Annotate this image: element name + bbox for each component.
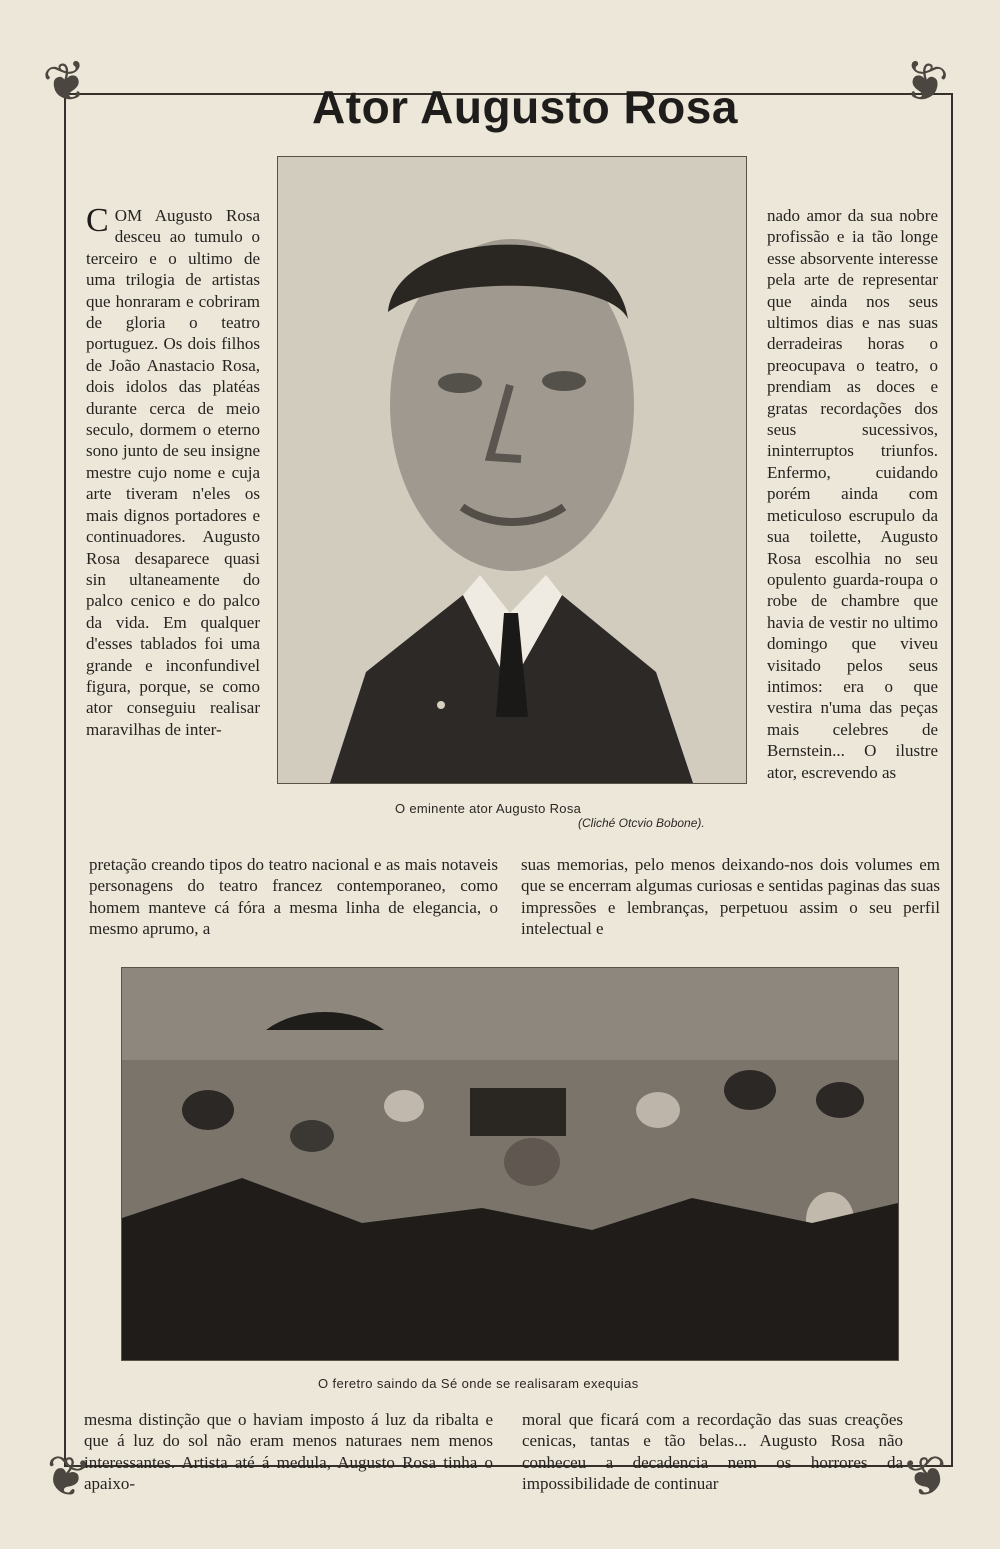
dropcap: C — [86, 202, 109, 239]
article-text-right-top: nado amor da sua nobre profissão e ia tão longe esse absorvente interesse pela arte de representar que ainda nos seus ultimos dias e nas suas derradeiras horas o preocupava o teatro, o prendiam as doces e gratas recordações dos seus sucessivos, ininterruptos triunfos. Enfermo, cuidando porém ainda com meticuloso escrupulo da sua toilette, Augusto Rosa escolhia no seu opulento guarda-roupa o robe de chambre que havia de vestir no ultimo domingo que viveu visitado pelos seus intimos: era o que vestira n'uma das peças mais celebres de Bernstein... O ilustre ator, escrevendo as — [767, 206, 938, 782]
ornament-top-left: ❦ — [38, 48, 95, 118]
article-lower-left — [89, 854, 498, 940]
ornament-top-right: ❦ — [896, 48, 953, 118]
article-lower-right — [521, 854, 940, 940]
crowd-photo-caption: O feretro saindo da Sé onde se realisaram exequias — [318, 1376, 639, 1391]
page-title: Ator Augusto Rosa — [312, 81, 738, 133]
ornament-bottom-right: ❦ — [898, 1442, 955, 1512]
article-text-lower-right: suas memorias, pelo menos deixando-nos dois volumes em que se encerram algumas curiosas e sentidas paginas das suas impressões e lembranças, perpetuou assim o seu perfil intelectual e — [521, 855, 940, 939]
article-column-left-top — [86, 202, 260, 740]
article-text-left-top: OM Augusto Rosa desceu ao tumulo o terceiro e o ultimo de uma trilogia de artistas que honraram e cobriram de gloria o teatro portuguez. Os dois filhos de João Anastacio Rosa, dois idolos das platéas durante cerca de meio seculo, dormem o eterno sono junto de seu insigne mestre cujo nome e cuja arte tiveram n'eles os mais dignos portadores e continuadores. Augusto Rosa desaparece quasi sin ultaneamente do palco cenico e do palco da vida. Em qualquer d'esses tablados foi uma grande e inconfundivel figura, porque, se como ator conseguiu realisar maravilhas de inter- — [86, 206, 260, 739]
main-portrait-photo — [277, 156, 747, 784]
article-bottom-right — [522, 1409, 903, 1495]
main-photo-caption: O eminente ator Augusto Rosa — [395, 801, 582, 816]
article-text-bottom-right: moral que ficará com a recordação das suas creações cenicas, tantas e tão belas... Augusto Rosa não conheceu a decadencia nem os horrores da impossibilidade de continuar — [522, 1410, 903, 1494]
article-text-lower-left: pretação creando tipos do teatro nacional e as mais notaveis personagens do teatro francez contemporaneo, como homem manteve cá fóra a mesma linha de elegancia, o mesmo aprumo, a — [89, 855, 498, 939]
main-photo-credit: (Cliché Otcvio Bobone). — [578, 816, 705, 830]
portrait-image — [278, 157, 746, 783]
ornament-bottom-left: ❦ — [38, 1442, 95, 1512]
crowd-image — [122, 968, 898, 1360]
crowd-photo — [121, 967, 899, 1361]
article-column-right-top — [767, 205, 938, 783]
article-bottom-left — [84, 1409, 493, 1495]
article-text-bottom-left: mesma distinção que o haviam imposto á luz da ribalta e que á luz do sol não eram menos naturaes nem menos interessantes. Artista até á medula, Augusto Rosa tinha o apaixo- — [84, 1410, 493, 1494]
